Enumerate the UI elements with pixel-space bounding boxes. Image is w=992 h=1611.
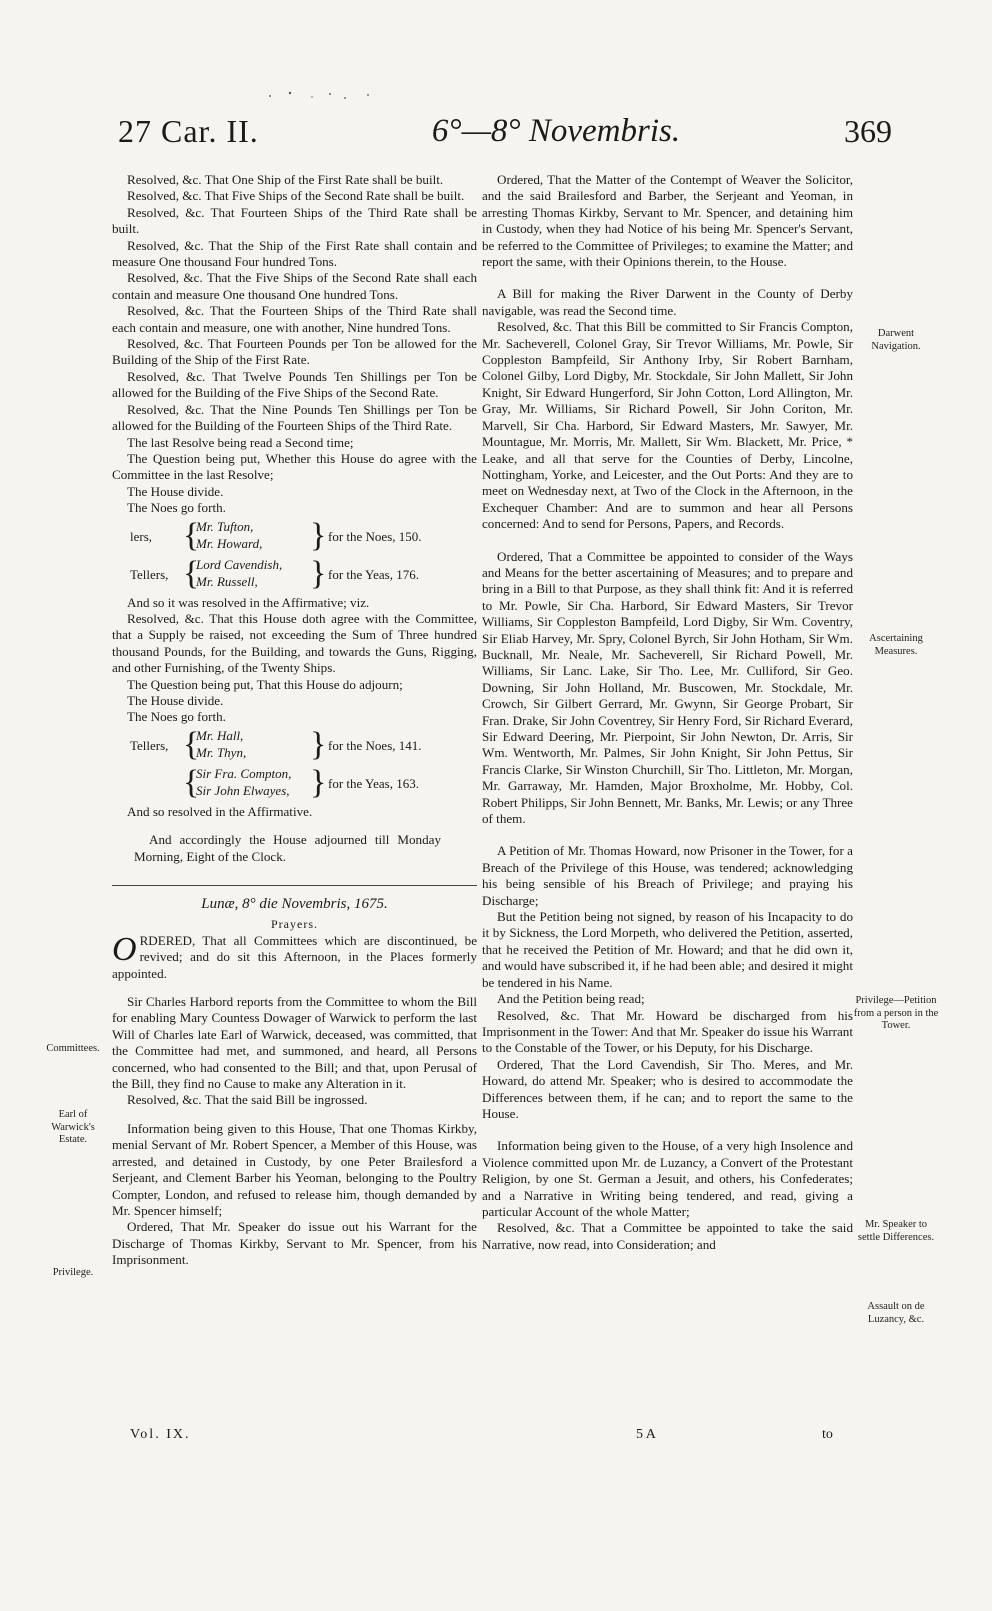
teller-name: Lord Cavendish,: [196, 556, 283, 572]
resolve: Resolved, &c. That Fourteen Pounds per Ton be allowed for the Building of the Ship of the First Rate.: [112, 336, 477, 368]
tellers-label: Tellers,: [130, 737, 169, 753]
margin-privilege: Privilege.: [52, 1267, 94, 1278]
kirkby-information: Information being given to this House, That one Thomas Kirkby, menial Servant of Mr. Robert Spencer, a Member of this House, was arrested, and detained in Custody, by one Peter Brailesford a Serjeant, and Clement Barber his Yeoman, belonging to the Poultry Compter, London, and refused to release him, though demanded by Mr. Spencer himself;: [112, 1120, 477, 1218]
speaker-differences: Ordered, That the Lord Cavendish, Sir Tho. Meres, and Mr. Howard, do attend Mr. Speaker; who is desired to accommodate the Differences between them, if he can; and to report the same to the House.: [482, 1056, 853, 1121]
margin-petition: Privilege—Petition from a person in the Tower.: [853, 995, 939, 1031]
teller-name: Mr. Russell,: [196, 573, 258, 589]
noes-go-forth-2: The Noes go forth.: [127, 709, 226, 725]
running-header: [110, 113, 892, 157]
howard-discharged: Resolved, &c. That Mr. Howard be discharged from his Imprisonment in the Tower: And that Mr. Speaker do issue his Warrant to the Constable of the Tower, or his Deputy, for his Discharge.: [482, 1007, 853, 1056]
date-heading: Lunæ, 8° die Novembris, 1675.: [201, 896, 388, 912]
resolve: Resolved, &c. That Five Ships of the Second Rate shall be built.: [127, 188, 465, 204]
vote-count: for the Yeas, 176.: [328, 566, 419, 582]
darwent-committee: Resolved, &c. That this Bill be committed to Sir Francis Compton, Mr. Sacheverell, Colonel Gray, Sir Trevor Williams, Mr. Powle, Sir Coppleston Bampfeild, Sir Anthony Irby, Sir Robert Barnham, Colonel Gilby, Lord Digby, Mr. Stockdale, Sir John Mallett, Sir John Knight, Sir Edward Hungerford, Sir John Cotton, Lord Allington, Mr. Gray, Mr. Williams, Sir Richard Powell, Sir John Coriton, Mr. Marvell, Sir Cha. Harbord, Sir Edward Masters, Mr. Sawyer, Mr. Mountague, Mr. Morris, Mr. Mallett, Sir Wm. Blackett, Mr. Price, * Leake, and all that serve for the Counties of Derby, Lincolne, Nottingham, Yorke, and Leicester, and the Out Ports: And they are to meet on Wednesday next, at Two of the Clock in the Afternoon, in the Exchequer Chamber: And are to summon and hear all Persons concerned: And to send for Persons, Papers, and Records.: [482, 319, 853, 532]
adjournment: And accordingly the House adjourned till Monday Morning, Eight of the Clock.: [134, 832, 441, 864]
house-divide-1: The House divide.: [127, 483, 224, 499]
noes-go-forth-1: The Noes go forth.: [127, 500, 226, 516]
tellers-label: lers,: [130, 528, 153, 544]
resolve: Resolved, &c. That the Fourteen Ships of the Third Rate shall each contain and measure, one with another, Nine hundred Tons.: [112, 303, 477, 335]
vote-count: for the Noes, 141.: [328, 737, 422, 753]
resolve: Resolved, &c. That Twelve Pounds Ten Shillings per Ton be allowed for the Building of the Five Ships of the Second Rate.: [112, 368, 477, 401]
teller-name: Mr. Tufton,: [196, 518, 254, 534]
petition-not-signed: But the Petition being not signed, by reason of his Incapacity to do it by Sickness, the Lord Morpeth, who delivered the Petition, asserted, that he received the Petition of Mr. Howard; and that he did own it, and would have subscribed it, if he had been able; and desired it might be tendered in his Name.: [482, 909, 853, 990]
tellers-yeas-2: { Sir Fra. Compton, Sir John Elwayes, } for the Yeas, 163.: [183, 763, 419, 801]
margin-darwent: Darwent Navigation.: [871, 328, 921, 352]
regnal-year: 27 Car. II.: [118, 113, 259, 149]
scan-noise: [250, 88, 400, 102]
narrative-resolve: Resolved, &c. That a Committee be appointed to take the said Narrative, now read, into Consideration; and: [482, 1220, 853, 1252]
supply-resolve: Resolved, &c. That this House doth agree with the Committee, that a Supply be raised, not exceeding the Sum of Three hundred thousand Pounds, for the Building, and towards the Guns, Rigging, and other Furnishing, of the Twenty Ships.: [112, 610, 477, 676]
margin-committees: Committees.: [46, 1043, 100, 1054]
drop-cap: O: [112, 930, 137, 968]
resolve: Resolved, &c. That the Five Ships of the Second Rate shall each contain and measure One thousand One hundred Tons.: [112, 270, 477, 302]
howard-petition: A Petition of Mr. Thomas Howard, now Prisoner in the Tower, for a Breach of the Privilege of this House, was tendered; acknowledging his being sensible of his Breach of Privilege; and praying his Discharge;: [482, 843, 853, 908]
margin-warwick: Earl of Warwick's Estate.: [51, 1109, 95, 1145]
affirmative-1: And so it was resolved in the Affirmative; viz.: [127, 594, 370, 610]
teller-name: Mr. Howard,: [196, 535, 263, 551]
measures-order: Ordered, That a Committee be appointed to consider of the Ways and Means for the better ascertaining of Measures; and to prepare and bring in a Bill to that Purpose, as they shall think fit: And it is referred to Mr. Powle, Sir Cha. Harbord, Sir Edward Masters, Sir Trevor Williams, Sir Coppleston Bampfeild, Lord Digby, Sir Wm. Coventry, Sir Eliab Harvey, Mr. Spry, Colonel Byrch, Sir John Hotham, Sir Wm. Bucknall, Mr. Neale, Mr. Sacheverell, Sir Richard Powell, Mr. Williams, Sir Lanc. Lake, Sir Tho. Lee, Mr. Culliford, Sir Geo. Downing, Sir John Holland, Mr. Buscowen, Mr. Stockdale, Mr. Crowch, Sir Gilbert Gerrard, Mr. Gwynn, Sir George Probart, Sir Fran. Drake, Sir John Coventrey, Sir Henry Ford, Sir Richard Everard, Sir Edward Deering, Mr. Pierpoint, Sir John Newton, Dr. Arris, Sir Wm. Wentworth, Mr. Palmes, Sir John Knight, Sir John Pettus, Sir Francis Clarke, Sir Winston Churchill, Sir Tho. Littleton, Mr. Morgan, Mr. Garraway, Mr. Hamden, Major Broxholme, Mr. Hobby, Col. Robert Philipps, Sir John Bennett, Mr. Banks, Mr. Lewis; or any Three of them.: [482, 548, 853, 827]
tellers-noes-2: Tellers, { Mr. Hall, Mr. Thyn, } for the Noes, 141.: [130, 725, 422, 763]
signature-mark: 5 A: [636, 1427, 656, 1442]
margin-measures: Ascertaining Measures.: [869, 633, 923, 657]
teller-name: Mr. Thyn,: [196, 744, 247, 760]
darwent-bill: A Bill for making the River Darwent in the County of Derby navigable, was read the Second time.: [482, 286, 853, 318]
last-resolve-read: The last Resolve being read a Second time;: [127, 434, 354, 450]
harbord-report: Sir Charles Harbord reports from the Committee to whom the Bill for enabling Mary Countess Dowager of Warwick to perform the last Will of Charles late Earl of Warwick, deceased, was committed, that the Committee had met, and summoned, and heard, all Persons concerned, who had consented to the Bill; and that, upon Perusal of the Bill, they find no Cause to make any Alteration in it.: [112, 994, 477, 1092]
luzancy-information: Information being given to the House, of a very high Insolence and Violence committed upon Mr. de Luzancy, a Convert of the Protestant Religion, by one St. German a Jesuit, and others, his Confederates; and a Narrative in Writing being tendered, and read, giving a particular Account of the whole Matter;: [482, 1138, 853, 1219]
margin-speaker: Mr. Speaker to settle Differences.: [857, 1219, 935, 1243]
kirkby-warrant: Ordered, That Mr. Speaker do issue out his Warrant for the Discharge of Thomas Kirkby, Servant to Mr. Spencer, from his Imprisonment.: [112, 1219, 477, 1268]
margin-assault: Assault on de Luzancy, &c.: [867, 1301, 925, 1325]
vote-count: for the Noes, 150.: [328, 528, 422, 544]
contempt-order: Ordered, That the Matter of the Contempt of Weaver the Solicitor, and the said Brailesford and Barber, the Serjeant and Yeoman, in arresting Thomas Kirkby, Servant to Mr. Spencer, and detaining him in Custody, when they had Notice of his being Mr. Spencer's Servant, be referred to the Committee of Privileges; to examine the Matter; and report the same, with their Opinions therein, to the House.: [482, 172, 853, 270]
teller-name: Sir John Elwayes,: [196, 782, 290, 798]
resolve: Resolved, &c. That Fourteen Ships of the Third Rate shall be built.: [112, 204, 477, 237]
vote-count: for the Yeas, 163.: [328, 775, 419, 791]
affirmative-2: And so resolved in the Affirmative.: [127, 803, 313, 819]
tellers-label: Tellers,: [130, 566, 169, 582]
left-column: [112, 172, 477, 1269]
prayers: Prayers.: [271, 917, 318, 932]
tellers-noes-1: lers, { Mr. Tufton, Mr. Howard, } for the Noes, 150.: [130, 516, 422, 554]
bill-engrossed: Resolved, &c. That the said Bill be ingrossed.: [127, 1092, 368, 1108]
resolve: Resolved, &c. That the Ship of the First Rate shall contain and measure One thousand Four hundred Tons.: [112, 237, 477, 270]
petition-read: And the Petition being read;: [497, 991, 645, 1007]
tellers-yeas-1: Tellers, { Lord Cavendish, Mr. Russell, } for the Yeas, 176.: [130, 554, 419, 592]
question-2: The Question being put, That this House do adjourn;: [127, 676, 403, 692]
ordered-committees-revived: ORDERED, That all Committees which are discontinued, be revived; and do sit this Afternoon, in the Places formerly appointed.: [112, 930, 477, 981]
question-1: The Question being put, Whether this House do agree with the Committee in the last Resolve;: [112, 450, 477, 483]
page-number: 369: [844, 113, 892, 149]
resolve: Resolved, &c. That the Nine Pounds Ten Shillings per Ton be allowed for the Building of the Fourteen Ships of the Third Rate.: [112, 401, 477, 434]
section-rule: [112, 885, 477, 886]
right-column: [482, 172, 853, 1253]
teller-name: Sir Fra. Compton,: [196, 765, 292, 781]
volume-number: Vol. IX.: [130, 1427, 191, 1442]
resolve: Resolved, &c. That One Ship of the First Rate shall be built.: [127, 172, 444, 187]
house-divide-2: The House divide.: [127, 692, 224, 708]
teller-name: Mr. Hall,: [196, 727, 244, 743]
catchword: to: [822, 1427, 833, 1442]
header-dates: 6°—8° Novembris.: [431, 113, 681, 149]
